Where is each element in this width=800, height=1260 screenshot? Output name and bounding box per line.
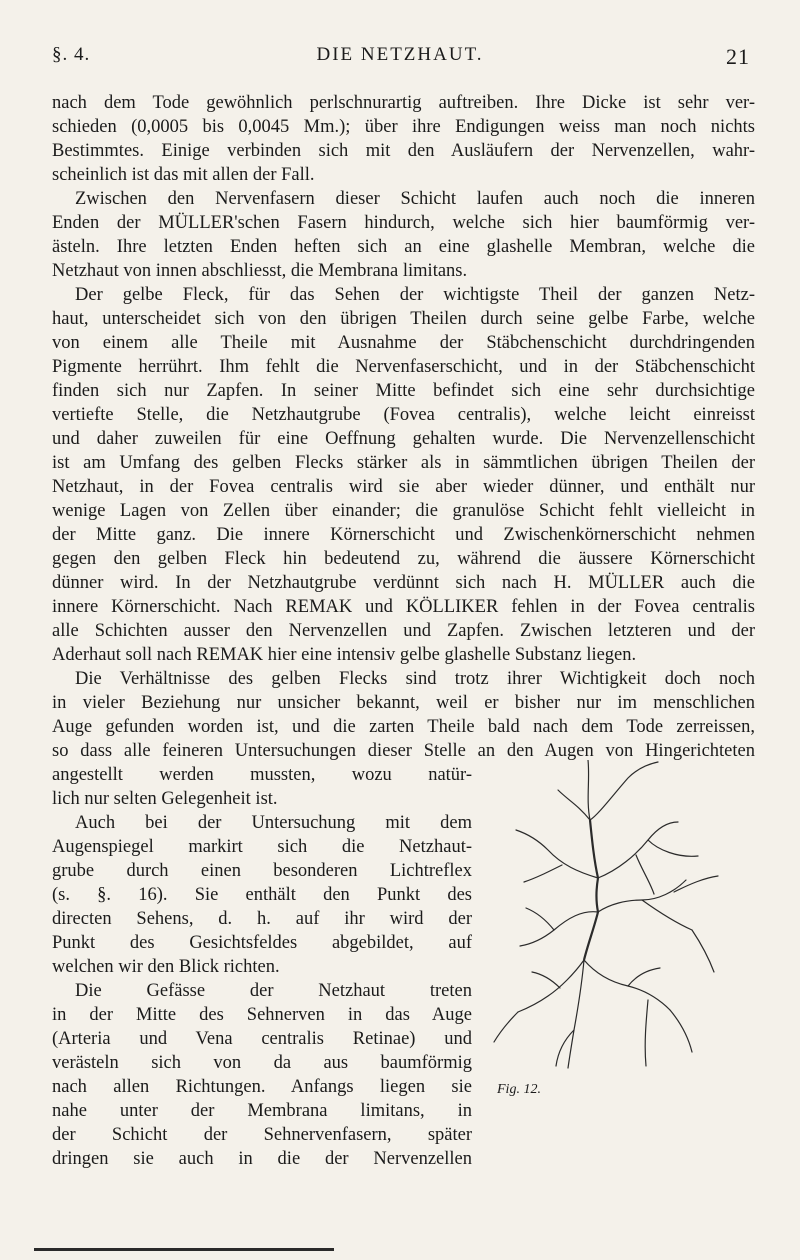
text-line: ästeln. Ihre letzten Enden heften sich an eine glashelle Membran, welche die bbox=[52, 237, 755, 257]
text-line: Bestimmtes. Einige verbinden sich mit den Ausläufern der Nervenzellen, wahr- bbox=[52, 141, 755, 161]
text-line: Zwischen den Nervenfasern dieser Schicht laufen auch noch die inneren bbox=[75, 189, 755, 209]
text-line: von einem alle Theile mit Ausnahme der Stäbchenschicht durchdringenden bbox=[52, 333, 755, 353]
text-line: alle Schichten ausser den Nervenzellen und Zapfen. Zwischen letzteren und der bbox=[52, 621, 755, 641]
text-line: innere Körnerschicht. Nach REMAK und KÖLLIKER fehlen in der Fovea centralis bbox=[52, 597, 755, 617]
text-line: Netzhaut, in der Fovea centralis wird sie aber wieder dünner, und enthält nur bbox=[52, 477, 755, 497]
text-line: und daher zuweilen für eine Oeffnung gehalten wurde. Die Nervenzellenschicht bbox=[52, 429, 755, 449]
text-line: (Arteria und Vena centralis Retinae) und bbox=[52, 1029, 472, 1049]
text-line: ist am Umfang des gelben Flecks stärker als in sämmtlichen übrigen Theilen der bbox=[52, 453, 755, 473]
text-line: Netzhaut von innen abschliesst, die Membrana limitans. bbox=[52, 261, 468, 281]
text-line: dünner wird. In der Netzhautgrube verdünnt sich nach H. MÜLLER auch die bbox=[52, 573, 755, 593]
text-line: Augenspiegel markirt sich die Netzhaut- bbox=[52, 837, 472, 857]
text-line: finden sich nur Zapfen. In seiner Mitte befindet sich eine sehr durchsichtige bbox=[52, 381, 755, 401]
text-line: Auch bei der Untersuchung mit dem bbox=[75, 813, 472, 833]
text-line: grube durch einen besonderen Lichtreflex bbox=[52, 861, 472, 881]
text-line: Punkt des Gesichtsfeldes abgebildet, auf bbox=[52, 933, 472, 953]
text-line: Die Verhältnisse des gelben Flecks sind trotz ihrer Wichtigkeit doch noch bbox=[75, 669, 755, 689]
text-line: angestellt werden mussten, wozu natür- bbox=[52, 765, 472, 785]
text-line: dringen sie auch in die der Nervenzellen bbox=[52, 1149, 472, 1169]
text-line: der Schicht der Sehnervenfasern, später bbox=[52, 1125, 472, 1145]
text-line: in vieler Beziehung nur unsicher bekannt, weil er bisher nur im menschlichen bbox=[52, 693, 755, 713]
text-line: Enden der MÜLLER'schen Fasern hindurch, welche sich hier baumförmig ver- bbox=[52, 213, 755, 233]
text-line: Der gelbe Fleck, für das Sehen der wichtigste Theil der ganzen Netz- bbox=[75, 285, 755, 305]
text-line: lich nur selten Gelegenheit ist. bbox=[52, 789, 278, 809]
text-line: scheinlich ist das mit allen der Fall. bbox=[52, 165, 315, 185]
text-line: in der Mitte des Sehnerven in das Auge bbox=[52, 1005, 472, 1025]
page-number: 21 bbox=[726, 44, 750, 69]
text-line: Pigmente herrührt. Ihm fehlt die Nervenfaserschicht, und in der Stäbchenschicht bbox=[52, 357, 755, 377]
running-title: DIE NETZHAUT. bbox=[316, 44, 484, 65]
page-edge-rule bbox=[34, 1248, 334, 1251]
text-line: gegen den gelben Fleck hin bedeutend zu, während die äussere Körnerschicht bbox=[52, 549, 755, 569]
text-line: Aderhaut soll nach REMAK hier eine intensiv gelbe glashelle Substanz liegen. bbox=[52, 645, 637, 665]
text-line: welchen wir den Blick richten. bbox=[52, 957, 280, 977]
text-line: Auge gefunden worden ist, und die zarten Theile bald nach dem Tode zerreissen, bbox=[52, 717, 755, 737]
text-line: wenige Lagen von Zellen über einander; die granulöse Schicht fehlt vielleicht in bbox=[52, 501, 755, 521]
text-line: verästeln sich von da aus baumförmig bbox=[52, 1053, 472, 1073]
retinal-vessels-figure bbox=[478, 760, 728, 1090]
text-line: nahe unter der Membrana limitans, in bbox=[52, 1101, 472, 1121]
text-line: nach dem Tode gewöhnlich perlschnurartig auftreiben. Ihre Dicke ist sehr ver- bbox=[52, 93, 755, 113]
section-marker: §. 4. bbox=[52, 44, 91, 65]
figure-caption: Fig. 12. bbox=[497, 1082, 541, 1097]
text-line: so dass alle feineren Untersuchungen dieser Stelle an den Augen von Hingerichteten bbox=[52, 741, 755, 761]
text-line: schieden (0,0005 bis 0,0045 Mm.); über ihre Endigungen weiss man noch nichts bbox=[52, 117, 755, 137]
text-line: haut, unterscheidet sich von den übrigen Theilen durch seine gelbe Farbe, welche bbox=[52, 309, 755, 329]
text-line: directen Sehens, d. h. auf ihr wird der bbox=[52, 909, 472, 929]
text-line: Die Gefässe der Netzhaut treten bbox=[75, 981, 472, 1001]
text-line: der Mitte ganz. Die innere Körnerschicht und Zwischenkörnerschicht nehmen bbox=[52, 525, 755, 545]
text-line: nach allen Richtungen. Anfangs liegen sie bbox=[52, 1077, 472, 1097]
text-line: (s. §. 16). Sie enthält den Punkt des bbox=[52, 885, 472, 905]
text-line: vertiefte Stelle, die Netzhautgrube (Fovea centralis), welche leicht einreisst bbox=[52, 405, 755, 425]
